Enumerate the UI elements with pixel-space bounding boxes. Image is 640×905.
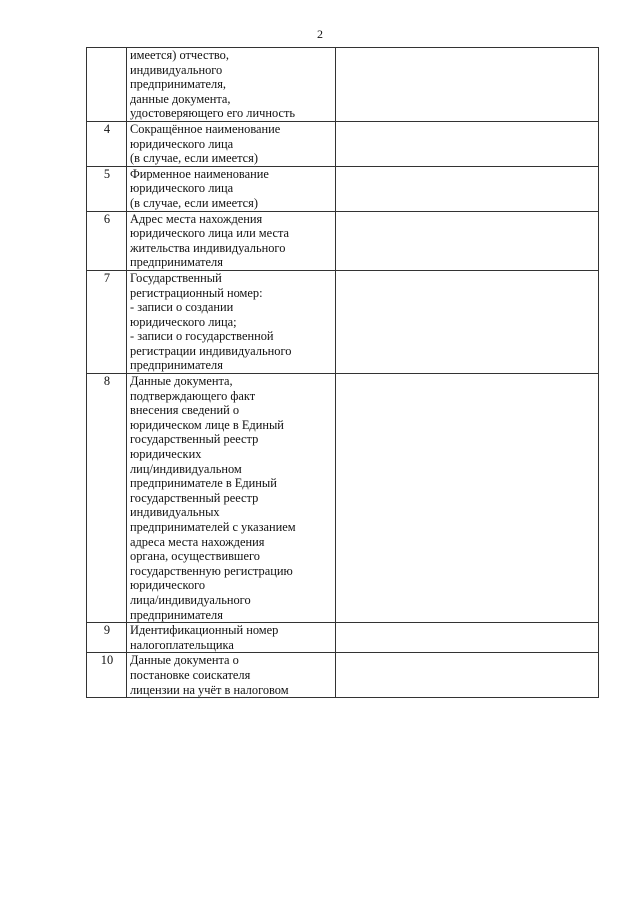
row-number: 6 — [87, 211, 127, 270]
row-value-cell — [336, 623, 599, 653]
row-number: 7 — [87, 270, 127, 373]
table-row — [87, 374, 599, 623]
row-number: 9 — [87, 623, 127, 653]
row-label: имеется) отчество, индивидуального предпринимателя, данные документа, удостоверяющего его личность — [127, 48, 336, 122]
application-form-table — [86, 47, 599, 698]
row-label: Идентификационный номер налогоплательщика — [127, 623, 336, 653]
table-row — [87, 623, 599, 653]
row-label: Фирменное наименование юридического лица (в случае, если имеется) — [127, 166, 336, 211]
row-value-cell — [336, 270, 599, 373]
table-row — [87, 48, 599, 122]
row-number: 10 — [87, 653, 127, 698]
row-value-cell — [336, 48, 599, 122]
table-row — [87, 211, 599, 270]
row-value-cell — [336, 166, 599, 211]
table-row — [87, 121, 599, 166]
row-number: 5 — [87, 166, 127, 211]
row-value-cell — [336, 211, 599, 270]
row-label: Данные документа о постановке соискателя лицензии на учёт в налоговом — [127, 653, 336, 698]
table-row — [87, 166, 599, 211]
row-label: Сокращённое наименование юридического лица (в случае, если имеется) — [127, 121, 336, 166]
row-value-cell — [336, 653, 599, 698]
row-number: 4 — [87, 121, 127, 166]
table-row — [87, 270, 599, 373]
row-number: 8 — [87, 374, 127, 623]
row-value-cell — [336, 121, 599, 166]
table-row — [87, 653, 599, 698]
page-number: 2 — [317, 27, 323, 41]
row-number — [87, 48, 127, 122]
row-label: Данные документа, подтверждающего факт внесения сведений о юридическом лице в Единый государственный реестр юридических лиц/индивидуальном предпринимателе в Единый государственный реестр индивидуальных предпринимателей с указанием адреса места нахождения органа, осуществившего государственную регистрацию юридического лица/индивидуального предпринимателя — [127, 374, 336, 623]
row-label: Государственный регистрационный номер: - записи о создании юридического лица; - записи о государственной регистрации индивидуального предпринимателя — [127, 270, 336, 373]
row-label: Адрес места нахождения юридического лица или места жительства индивидуального предпринимателя — [127, 211, 336, 270]
row-value-cell — [336, 374, 599, 623]
